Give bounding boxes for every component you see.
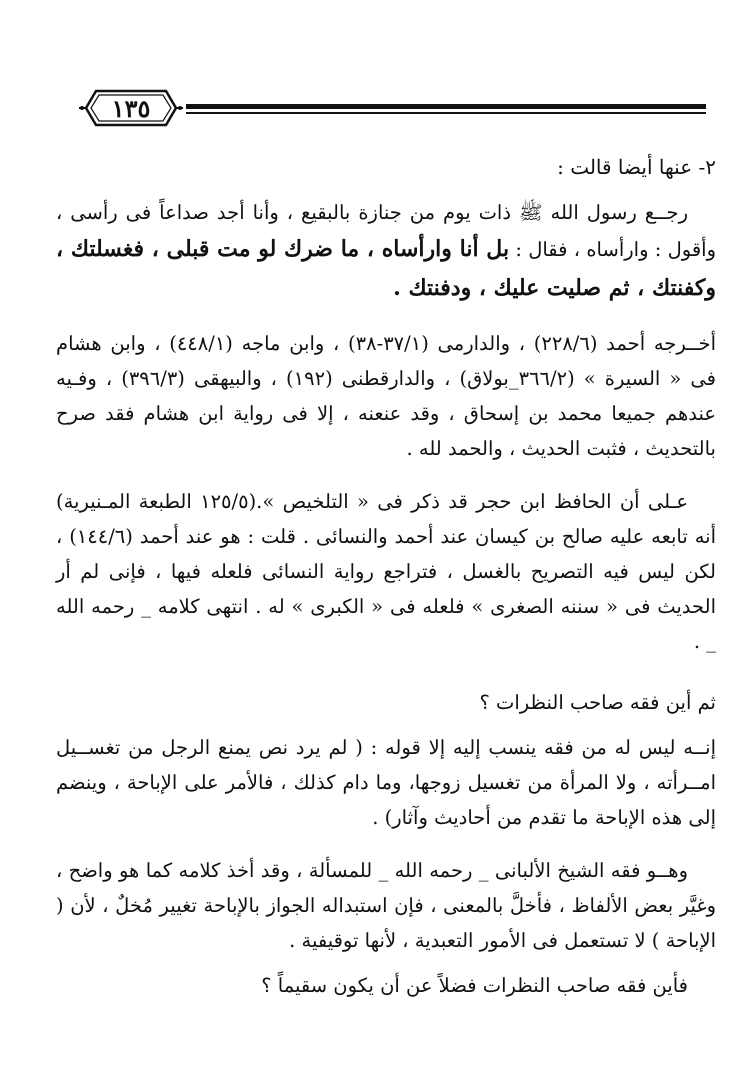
hadith-quote: بل أنا وارأساه ، ما ضرك لو مت قبلى ، فغسلتك ، وكفنتك ، ثم صليت عليك ، ودفنتك .: [56, 236, 716, 301]
hadith-text: [56, 195, 716, 308]
takhrij-paragraph: أخــرجه أحمد (٢٢٨/٦) ، والدارمى (٣٧/١-٣٨) ، وابن ماجه (٤٤٨/١) ، وابن هشام فى « السيرة » (٣٦٦/٢_بولاق) ، والدارقطنى (١٩٢) ، والبيهقى (٣٩٦/٣) ، وفـيه عندهم جميعا محمد بن إسحاق ، وقد عنعنه ، إلا فى رواية ابن هشام فقد صرح بالتحديث ، فثبت الحديث ، والحمد لله .: [56, 332, 717, 460]
page-header: [0, 0, 746, 140]
fiqh-paragraph: إنــه ليس له من فقه ينسب إليه إلا قوله : ( لم يرد نص يمنع الرجل من تغســيل امــرأته ، ولا المرأة من تغسيل زوجها، وما دام كذلك ، فالأمر على الإباحة ، وينضم إلى هذه الإباحة ما تقدم من أحاديث وآثار) .: [56, 736, 716, 829]
question-paragraph: ثم أين فقه صاحب النظرات ؟: [479, 691, 716, 714]
page-number: ١٣٥: [111, 93, 151, 123]
header-rule: [186, 104, 706, 114]
page-body: [56, 150, 716, 1003]
hadith-intro: رجــع رسول الله ﷺ ذات يوم من جنازة بالبقيع ، وأنا أجد صداعاً فى رأسى ، وأقول : وارأساه ، فقال :: [56, 201, 717, 261]
hadith-heading: ٢- عنها أيضا قالت :: [557, 155, 716, 179]
closing-question: فأين فقه صاحب النظرات فضلاً عن أن يكون سقيماً ؟: [261, 974, 688, 997]
albani-paragraph: وهــو فقه الشيخ الألبانى _ رحمه الله _ للمسألة ، وقد أخذ كلامه كما هو واضح ، وغيَّر بعض الألفاظ ، فأخلَّ بالمعنى ، فإن استبداله الجواز بالإباحة تغيير مُخلٌ ، لأن ( الإباحة ) لا تستعمل فى الأمور التعبدية ، لأنها توقيفية .: [56, 859, 716, 952]
ibn-hajar-paragraph: عـلى أن الحافظ ابن حجر قد ذكر فى « التلخيص ».(١٢٥/٥ الطبعة المـنيرية) أنه تابعه عليه صالح بن كيسان عند أحمد والنسائى . قلت : هو عند أحمد (١٤٤/٦) ، لكن ليس فيه التصريح بالغسل ، فتراجع رواية النسائى فلعله فيها ، فإنى لم أر الحديث فى « سننه الصغرى » فلعله فى « الكبرى » له . انتهى كلامه _ رحمه الله _ .: [56, 490, 716, 653]
